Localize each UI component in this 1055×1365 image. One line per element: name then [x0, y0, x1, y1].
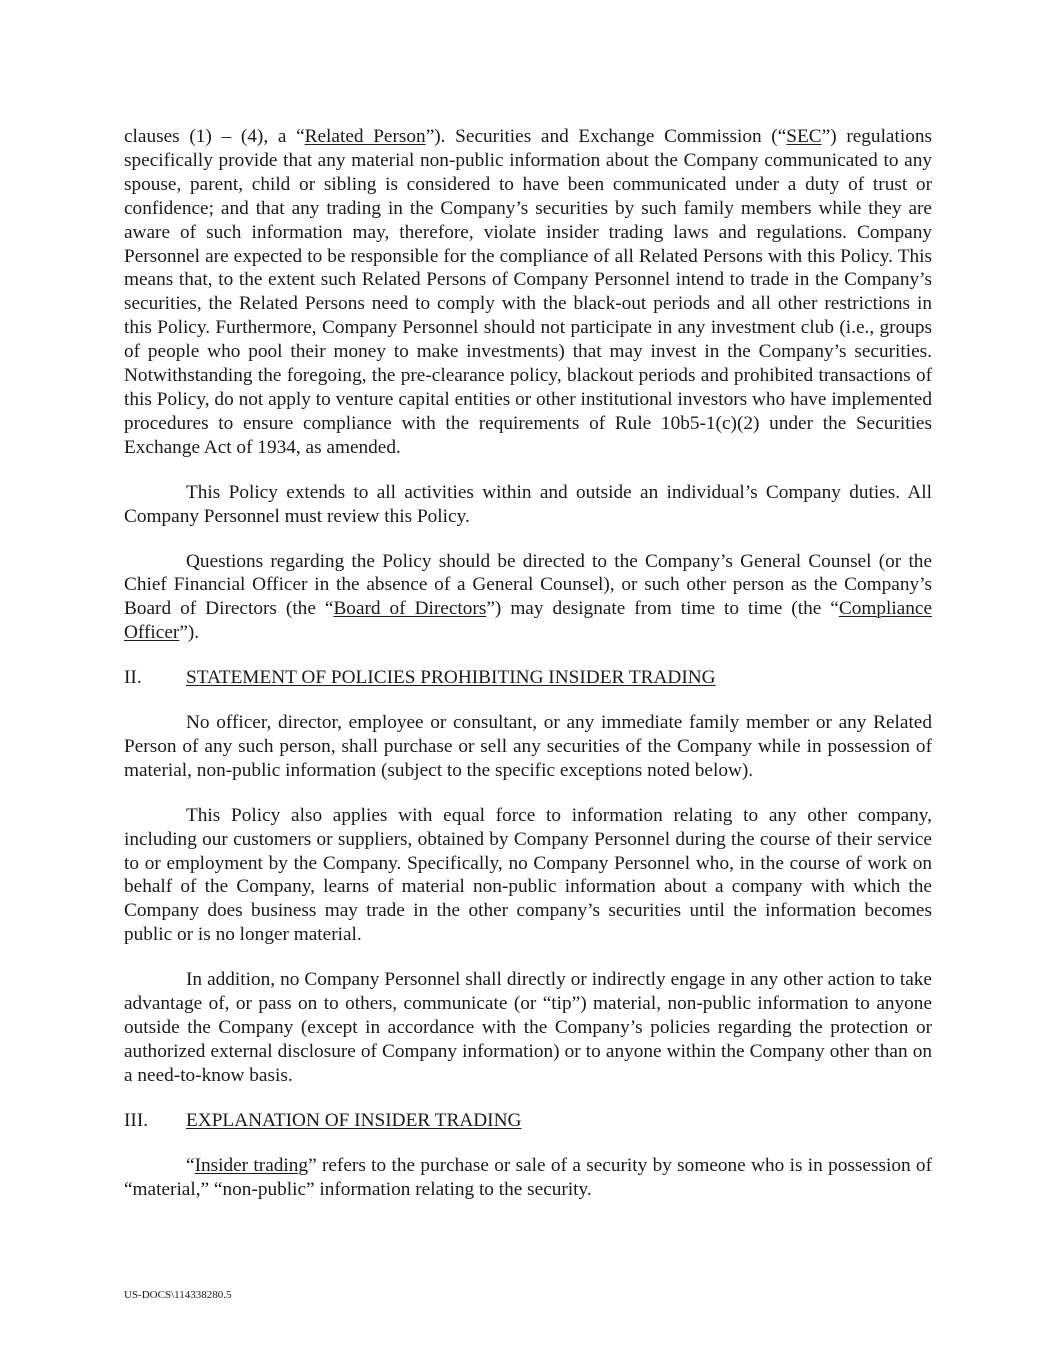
section-heading-ii [124, 666, 932, 690]
defined-term-board-of-directors: Board of Directors [333, 598, 487, 620]
defined-term-related-person: Related Person [304, 126, 426, 147]
defined-term-sec: SEC [786, 126, 822, 147]
text-run: ”). Securities and Exchange Commission (“ [425, 126, 787, 147]
text-run: ” refers to the purchase or sale of a security by someone who is in possession of “material,” “non-public” information relating to the security. [124, 1154, 932, 1200]
defined-term-insider-trading: Insider trading [194, 1154, 309, 1176]
paragraph-other-companies: This Policy also applies with equal force to information relating to any other company, including our customers or suppliers, obtained by Company Personnel during the course of their service to or employment by the Company. Specifically, no Company Personnel who, in the course of work on behalf of the Company, learns of material non-public information about a company with which the Company does business may trade in the other company’s securities until the information becomes public or is no longer material. [124, 804, 932, 946]
text-run: ”) may designate from time to time (the “ [486, 598, 839, 620]
defined-term-compliance-officer: Compliance Officer [124, 598, 932, 644]
text-run: Questions regarding the Policy should be directed to the Company’s General Counsel (or the Chief Financial Officer in the absence of a General Counsel), or such other person as the Company’s Board of Directors (the “ [124, 550, 932, 620]
text-run: ”) regulations specifically provide that any material non-public information about the Company communicated to any spouse, parent, child or sibling is considered to have been communicated under a duty of trust or confidence; and that any trading in the Company’s securities by such family members while they are aware of such information may, therefore, violate insider trading laws and regulations. Company Personnel are expected to be responsible for the compliance of all Related Persons with this Policy. This means that, to the extent such Related Persons of Company Personnel intend to trade in the Company’s securities, the Related Persons need to comply with the black-out periods and all other restrictions in this Policy. Furthermore, Company Personnel should not participate in any investment club (i.e., groups of people who pool their money to make investments) that may invest in the Company’s securities. Notwithstanding the foregoing, the pre-clearance policy, blackout periods and prohibited transactions of this Policy, do not apply to venture capital entities or other institutional investors who have implemented procedures to ensure compliance with the requirements of Rule 10b5-1(c)(2) under the Securities Exchange Act of 1934, as amended. [124, 126, 932, 458]
section-number: III. [124, 1109, 149, 1131]
document-footer-id: US-DOCS\114338280.5 [124, 1289, 232, 1301]
text-run: ”). [179, 622, 200, 644]
paragraph-questions [124, 550, 932, 646]
document-page [124, 125, 932, 1222]
section-heading-iii [124, 1109, 932, 1133]
paragraph-related-persons [124, 125, 932, 460]
paragraph-tipping: In addition, no Company Personnel shall directly or indirectly engage in any other action to take advantage of, or pass on to others, communicate (or “tip”) material, non-public information to anyone outside the Company (except in accordance with the Company’s policies regarding the protection or authorized external disclosure of Company information) or to anyone within the Company other than on a need-to-know basis. [124, 969, 932, 1086]
paragraph-prohibition: No officer, director, employee or consultant, or any immediate family member or any Related Person of any such person, shall purchase or sell any securities of the Company while in possession of material, non-public information (subject to the specific exceptions noted below). [124, 712, 932, 781]
section-title: EXPLANATION OF INSIDER TRADING [186, 1109, 522, 1131]
section-title: STATEMENT OF POLICIES PROHIBITING INSIDER TRADING [186, 667, 716, 689]
text-run: clauses (1) – (4), a “ [124, 126, 305, 147]
paragraph-insider-trading-definition [124, 1154, 932, 1202]
section-number: II. [124, 667, 142, 689]
paragraph-policy-scope: This Policy extends to all activities within and outside an individual’s Company duties. All Company Personnel must review this Policy. [124, 481, 932, 527]
text-run: “ [186, 1154, 195, 1176]
